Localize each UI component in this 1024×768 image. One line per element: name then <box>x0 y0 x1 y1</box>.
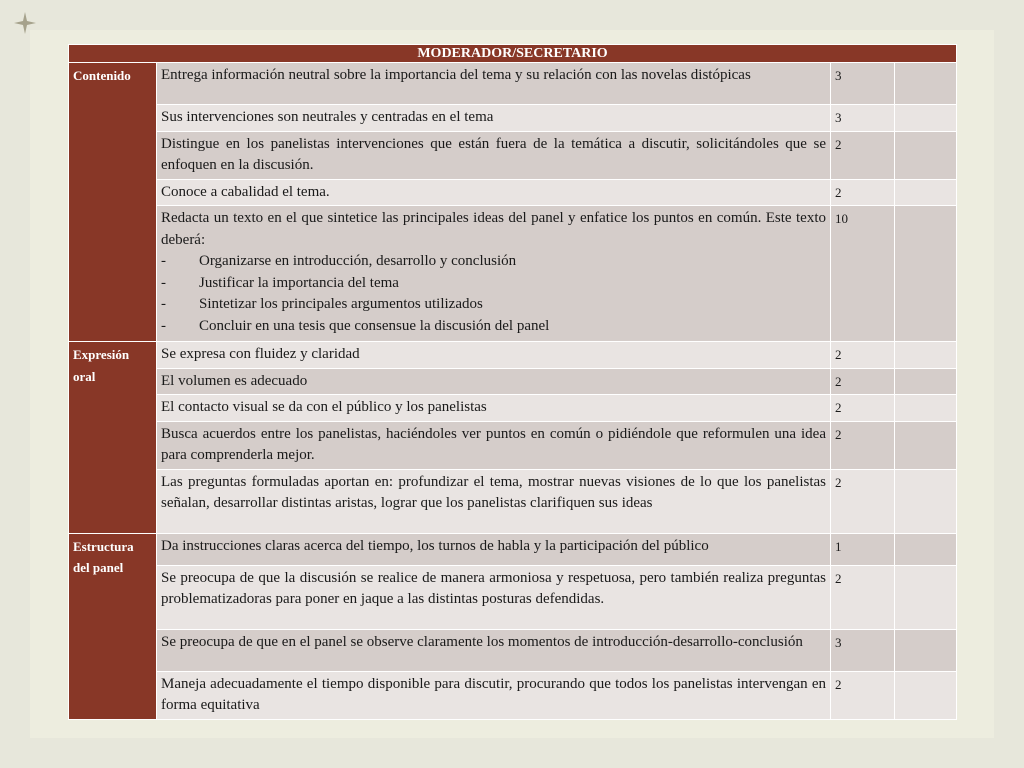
criterion-text: Se expresa con fluidez y claridad <box>161 346 360 362</box>
score-cell <box>895 469 957 533</box>
table-row <box>69 342 957 369</box>
table-row <box>69 368 957 395</box>
criterion-text: Las preguntas formuladas aportan en: profundizar el tema, mostrar nuevas visiones de lo que los panelistas señalan, desarrollar distintas aristas, lograr que los panelistas clarifiquen sus ideas <box>161 473 826 511</box>
table-row <box>69 565 957 629</box>
points-cell: 2 <box>831 469 895 533</box>
criterion-cell <box>157 179 831 206</box>
table-row <box>69 179 957 206</box>
criterion-text: Da instrucciones claras acerca del tiempo, los turnos de habla y la participación del público <box>161 537 709 554</box>
table-row <box>69 629 957 671</box>
list-dash: - <box>161 317 166 334</box>
points-cell: 2 <box>831 671 895 719</box>
criterion-cell <box>157 206 831 342</box>
criterion-cell <box>157 342 831 369</box>
list-item <box>161 251 826 273</box>
criterion-text: Conoce a cabalidad el tema. <box>161 183 330 200</box>
points-cell: 3 <box>831 105 895 132</box>
list-item-text: Organizarse en introducción, desarrollo y conclusión <box>199 253 517 269</box>
category-cell: Contenido <box>69 63 157 342</box>
points-cell: 2 <box>831 342 895 369</box>
criterion-text: Busca acuerdos entre los panelistas, haciéndoles ver puntos en común o pidiéndole que reformulen una idea para comprenderla mejor. <box>161 425 826 463</box>
points-cell: 3 <box>831 63 895 105</box>
list-dash: - <box>161 296 166 312</box>
list-dash: - <box>161 253 166 269</box>
table-row <box>69 395 957 422</box>
score-cell <box>895 629 957 671</box>
score-cell <box>895 179 957 206</box>
points-cell: 2 <box>831 395 895 422</box>
criterion-text: Sus intervenciones son neutrales y centradas en el tema <box>161 109 494 125</box>
criterion-cell <box>157 63 831 105</box>
criterion-cell <box>157 469 831 533</box>
category-cell: Estructura del panel <box>69 533 157 719</box>
score-cell <box>895 105 957 132</box>
criterion-text: Distingue en los panelistas intervenciones que están fuera de la temática a discutir, solicitándoles que se enfoquen en la discusión. <box>161 135 826 173</box>
score-cell <box>895 131 957 179</box>
table-row <box>69 469 957 533</box>
score-cell <box>895 395 957 422</box>
rubric-table <box>68 44 957 720</box>
table-row <box>69 206 957 342</box>
score-cell <box>895 533 957 565</box>
list-dash: - <box>161 274 166 291</box>
criterion-text: Redacta un texto en el que sintetice las principales ideas del panel y enfatice los puntos en común. Este texto deberá: <box>161 210 826 248</box>
four-point-star-icon <box>14 12 36 34</box>
score-cell <box>895 421 957 469</box>
score-cell <box>895 671 957 719</box>
table-row <box>69 63 957 105</box>
criterion-cell <box>157 629 831 671</box>
criterion-cell <box>157 105 831 132</box>
category-cell: Expresión oral <box>69 342 157 534</box>
list-item <box>161 294 826 316</box>
points-cell: 2 <box>831 179 895 206</box>
points-cell: 2 <box>831 131 895 179</box>
table-row <box>69 131 957 179</box>
points-cell: 3 <box>831 629 895 671</box>
points-cell: 10 <box>831 206 895 342</box>
points-cell: 1 <box>831 533 895 565</box>
list-item-text: Sintetizar los principales argumentos utilizados <box>199 296 483 312</box>
score-cell <box>895 565 957 629</box>
table-row <box>69 533 957 565</box>
list-item <box>161 273 826 295</box>
criterion-text: El contacto visual se da con el público y los panelistas <box>161 399 487 415</box>
criterion-cell <box>157 565 831 629</box>
table-title: MODERADOR/SECRETARIO <box>69 45 957 63</box>
criterion-cell <box>157 421 831 469</box>
table-row <box>69 671 957 719</box>
score-cell <box>895 206 957 342</box>
criterion-cell <box>157 533 831 565</box>
criterion-text: Entrega información neutral sobre la importancia del tema y su relación con las novelas distópicas <box>161 67 751 83</box>
criterion-text: Maneja adecuadamente el tiempo disponible para discutir, procurando que todos los panelistas intervengan en forma equitativa <box>161 675 826 713</box>
score-cell <box>895 368 957 395</box>
criterion-cell <box>157 368 831 395</box>
rubric-body <box>69 63 957 720</box>
table-row <box>69 421 957 469</box>
criterion-cell <box>157 671 831 719</box>
points-cell: 2 <box>831 421 895 469</box>
table-row <box>69 105 957 132</box>
points-cell: 2 <box>831 565 895 629</box>
score-cell <box>895 342 957 369</box>
criterion-text: El volumen es adecuado <box>161 372 308 389</box>
list-item <box>161 316 826 338</box>
score-cell <box>895 63 957 105</box>
list-item-text: Concluir en una tesis que consensue la discusión del panel <box>199 317 550 334</box>
criterion-text: Se preocupa de que la discusión se realice de manera armoniosa y respetuosa, pero también realiza preguntas problematizadoras para poner en jaque a las distintas posturas defendidas. <box>161 569 826 607</box>
criterion-cell <box>157 131 831 179</box>
list-item-text: Justificar la importancia del tema <box>199 274 399 291</box>
criterion-text: Se preocupa de que en el panel se observe claramente los momentos de introducción-desarrollo-conclusión <box>161 633 803 650</box>
points-cell: 2 <box>831 368 895 395</box>
criterion-cell <box>157 395 831 422</box>
